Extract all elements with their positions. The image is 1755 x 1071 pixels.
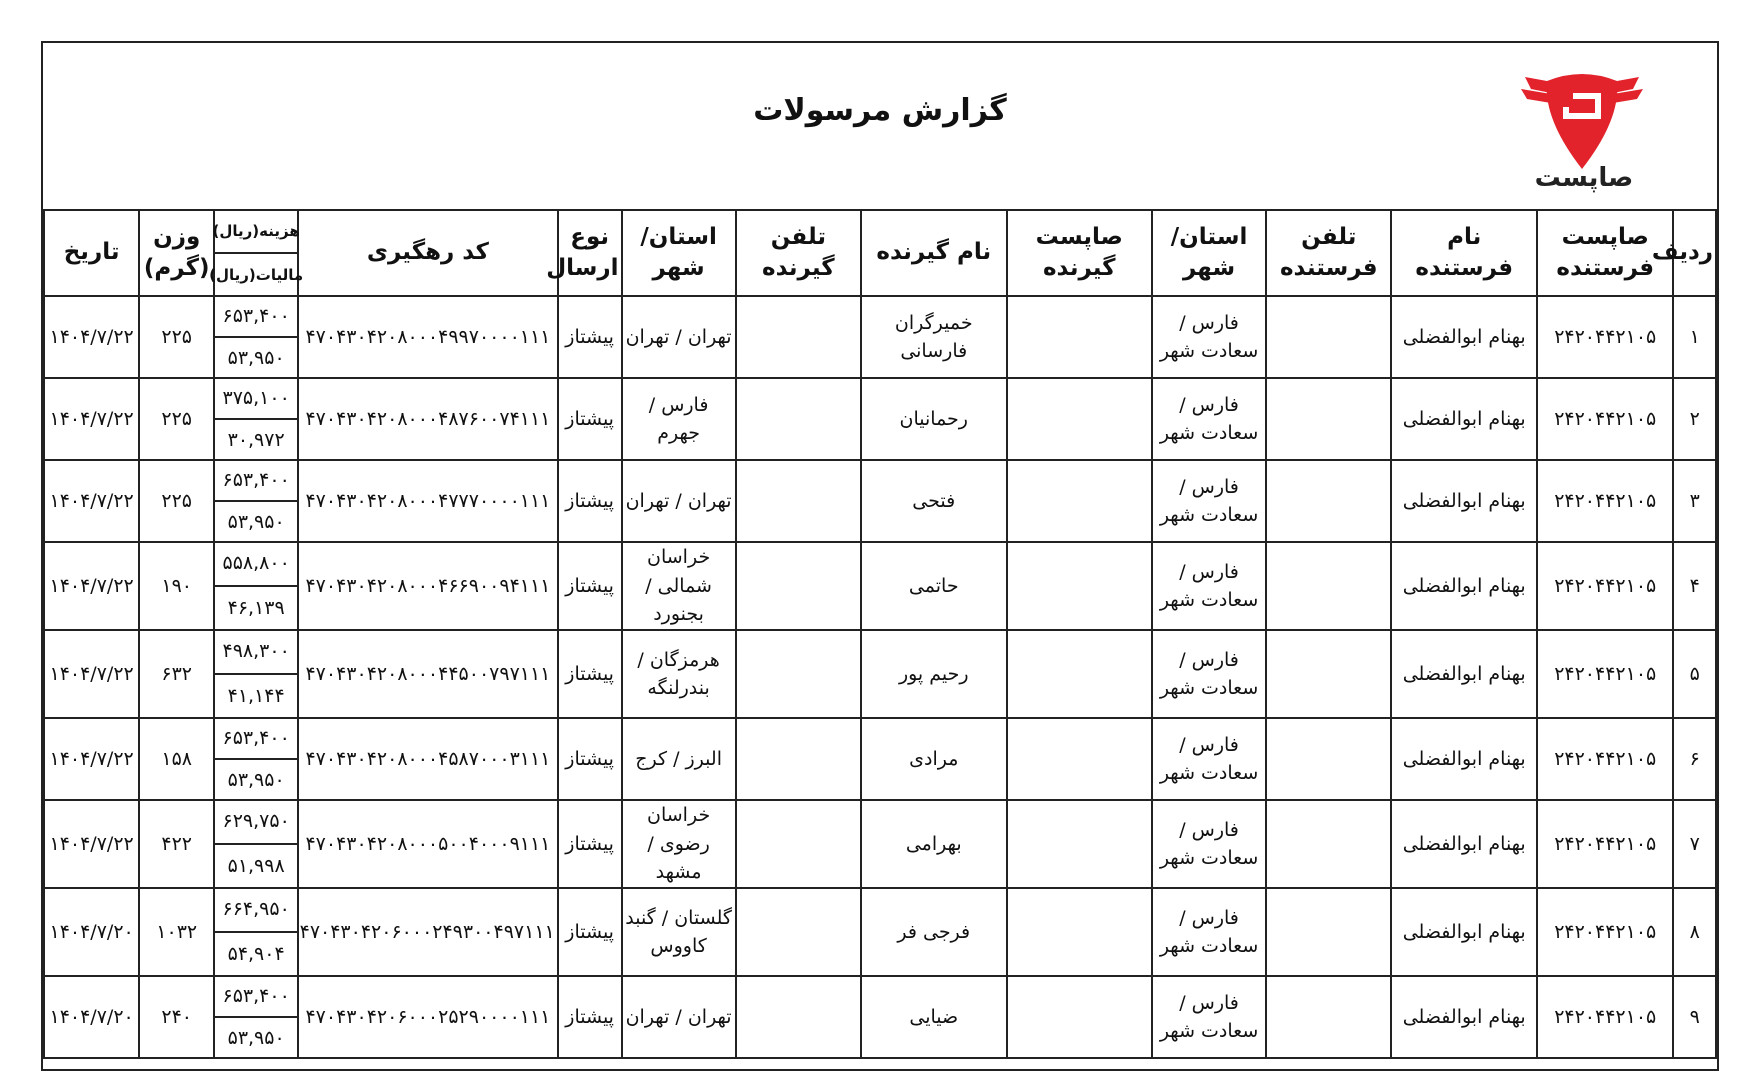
weight-cell: ۱۹۰ [139, 542, 214, 630]
col-header-cost-tax [209, 210, 304, 296]
cost-tax-cell [214, 630, 298, 718]
sender-phone-cell [1266, 296, 1391, 378]
receiver-city-cell: تهران / تهران [622, 460, 736, 542]
cost-tax-cell [214, 378, 298, 460]
receiver-name-cell: ضیایی [861, 976, 1006, 1058]
send-type-cell: پیشتاز [558, 378, 622, 460]
receiver-name-cell: حاتمی [861, 542, 1006, 630]
sender-name-cell: بهنام ابوالفضلی [1391, 460, 1536, 542]
weight-cell: ۶۳۲ [139, 630, 214, 718]
receiver-phone-cell [736, 296, 861, 378]
send-type-cell: پیشتاز [558, 542, 622, 630]
receiver-name-cell: رحیم پور [861, 630, 1006, 718]
sender-phone-cell [1266, 378, 1391, 460]
weight-cell: ۲۲۵ [139, 296, 214, 378]
sender-city-cell: فارس / سعادت شهر [1152, 888, 1266, 976]
cost-value: ۶۲۹,۷۵۰ [215, 800, 297, 845]
col-header-row-no: ردیف [1673, 210, 1716, 296]
col-header-sender-phone: تلفن فرستنده [1266, 210, 1391, 296]
receiver-city-cell: فارس / جهرم [622, 378, 736, 460]
cost-tax-cell [214, 800, 298, 888]
receiver-code-cell [1007, 718, 1152, 800]
row-number-cell: ۱ [1673, 296, 1716, 378]
tracking-code-cell: ۴۷۰۴۳۰۴۲۰۸۰۰۰۴۴۵۰۰۷۹۷۱۱۱ [298, 630, 558, 718]
tax-value: ۵۳,۹۵۰ [227, 510, 285, 533]
sender-name-cell: بهنام ابوالفضلی [1391, 718, 1536, 800]
row-number-cell: ۵ [1673, 630, 1716, 718]
date-cell: ۱۴۰۴/۷/۲۲ [44, 800, 139, 888]
sender-code-cell: ۲۴۲۰۴۴۲۱۰۵ [1537, 460, 1674, 542]
date-cell: ۱۴۰۴/۷/۲۲ [44, 460, 139, 542]
row-number-cell: ۲ [1673, 378, 1716, 460]
sender-name-cell: بهنام ابوالفضلی [1391, 630, 1536, 718]
sender-phone-cell [1266, 718, 1391, 800]
sender-name-cell: بهنام ابوالفضلی [1391, 800, 1536, 888]
cost-tax-cell [214, 718, 298, 800]
cost-value: ۶۵۳,۴۰۰ [215, 976, 297, 1018]
row-number-cell: ۴ [1673, 542, 1716, 630]
cost-value: ۶۶۴,۹۵۰ [215, 888, 297, 933]
report-sheet [41, 41, 1719, 1071]
table-row [44, 460, 1716, 542]
col-header-send-type: نوع ارسال [558, 210, 622, 296]
sender-phone-cell [1266, 976, 1391, 1058]
date-cell: ۱۴۰۴/۷/۲۲ [44, 378, 139, 460]
tracking-code-cell: ۴۷۰۴۳۰۴۲۰۸۰۰۰۴۶۶۹۰۰۹۴۱۱۱ [298, 542, 558, 630]
row-number-cell: ۳ [1673, 460, 1716, 542]
tracking-code-cell: ۴۷۰۴۳۰۴۲۰۶۰۰۰۲۴۹۳۰۰۴۹۷۱۱۱ [298, 888, 558, 976]
col-header-receiver-city: استان/ شهر [622, 210, 736, 296]
tracking-code-cell: ۴۷۰۴۳۰۴۲۰۸۰۰۰۴۷۷۷۰۰۰۰۱۱۱ [298, 460, 558, 542]
tax-value: ۵۳,۹۵۰ [227, 1026, 285, 1049]
col-header-receiver-code: صاپست گیرنده [1007, 210, 1152, 296]
col-header-sender-code: صاپست فرستنده [1537, 210, 1674, 296]
sender-city-cell: فارس / سعادت شهر [1152, 296, 1266, 378]
table-row [44, 542, 1716, 630]
tracking-code-cell: ۴۷۰۴۳۰۴۲۰۸۰۰۰۵۰۰۴۰۰۰۹۱۱۱ [298, 800, 558, 888]
col-header-date: تاریخ [44, 210, 139, 296]
cost-tax-cell [214, 888, 298, 976]
cost-value: ۵۵۸,۸۰۰ [215, 542, 297, 587]
sender-city-cell: فارس / سعادت شهر [1152, 976, 1266, 1058]
receiver-code-cell [1007, 888, 1152, 976]
col-header-sender-city: استان/ شهر [1152, 210, 1266, 296]
send-type-cell: پیشتاز [558, 800, 622, 888]
col-header-receiver-phone: تلفن گیرنده [736, 210, 861, 296]
sender-phone-cell [1266, 542, 1391, 630]
receiver-name-cell: خمیرگران فارسانی [861, 296, 1006, 378]
cost-value: ۳۷۵,۱۰۰ [215, 378, 297, 420]
shipments-table [43, 209, 1717, 1059]
date-cell: ۱۴۰۴/۷/۲۲ [44, 296, 139, 378]
table-row [44, 630, 1716, 718]
cost-value: ۴۹۸,۳۰۰ [215, 630, 297, 675]
tracking-code-cell: ۴۷۰۴۳۰۴۲۰۸۰۰۰۴۹۹۷۰۰۰۰۱۱۱ [298, 296, 558, 378]
sender-city-cell: فارس / سعادت شهر [1152, 460, 1266, 542]
sender-code-cell: ۲۴۲۰۴۴۲۱۰۵ [1537, 976, 1674, 1058]
send-type-cell: پیشتاز [558, 630, 622, 718]
send-type-cell: پیشتاز [558, 718, 622, 800]
receiver-code-cell [1007, 378, 1152, 460]
sender-code-cell: ۲۴۲۰۴۴۲۱۰۵ [1537, 630, 1674, 718]
report-header [43, 43, 1717, 211]
cost-value: ۶۵۳,۴۰۰ [215, 718, 297, 760]
sender-city-cell: فارس / سعادت شهر [1152, 800, 1266, 888]
weight-cell: ۱۵۸ [139, 718, 214, 800]
table-row [44, 976, 1716, 1058]
tracking-code-cell: ۴۷۰۴۳۰۴۲۰۸۰۰۰۴۸۷۶۰۰۷۴۱۱۱ [298, 378, 558, 460]
receiver-name-cell: فتحی [861, 460, 1006, 542]
receiver-phone-cell [736, 460, 861, 542]
table-row [44, 888, 1716, 976]
sender-city-cell: فارس / سعادت شهر [1152, 630, 1266, 718]
table-row [44, 378, 1716, 460]
receiver-code-cell [1007, 630, 1152, 718]
receiver-phone-cell [736, 888, 861, 976]
sender-name-cell: بهنام ابوالفضلی [1391, 888, 1536, 976]
tax-value: ۵۳,۹۵۰ [227, 346, 285, 369]
date-cell: ۱۴۰۴/۷/۲۰ [44, 888, 139, 976]
receiver-name-cell: بهرامی [861, 800, 1006, 888]
weight-cell: ۲۲۵ [139, 378, 214, 460]
sender-phone-cell [1266, 888, 1391, 976]
receiver-phone-cell [736, 378, 861, 460]
tax-value: ۵۳,۹۵۰ [227, 768, 285, 791]
date-cell: ۱۴۰۴/۷/۲۲ [44, 542, 139, 630]
sender-phone-cell [1266, 800, 1391, 888]
table-row [44, 800, 1716, 888]
row-number-cell: ۹ [1673, 976, 1716, 1058]
weight-cell: ۱۰۳۲ [139, 888, 214, 976]
receiver-city-cell: هرمزگان / بندرلنگه [622, 630, 736, 718]
sender-name-cell: بهنام ابوالفضلی [1391, 976, 1536, 1058]
receiver-phone-cell [736, 800, 861, 888]
tax-value: ۳۰,۹۷۲ [227, 428, 285, 451]
date-cell: ۱۴۰۴/۷/۲۰ [44, 976, 139, 1058]
date-cell: ۱۴۰۴/۷/۲۲ [44, 718, 139, 800]
receiver-code-cell [1007, 800, 1152, 888]
receiver-city-cell: گلستان / گنبد کاووس [622, 888, 736, 976]
cost-tax-cell [214, 976, 298, 1058]
report-title: گزارش مرسولات [753, 93, 1007, 128]
cost-value: ۶۵۳,۴۰۰ [215, 460, 297, 502]
sender-city-cell: فارس / سعادت شهر [1152, 378, 1266, 460]
weight-cell: ۲۲۵ [139, 460, 214, 542]
logo-text: صاپست [1534, 163, 1634, 193]
col-header-tracking-code: کد رهگیری [298, 210, 558, 296]
sender-code-cell: ۲۴۲۰۴۴۲۱۰۵ [1537, 296, 1674, 378]
receiver-city-cell: خراسان شمالی / بجنورد [622, 542, 736, 630]
sender-city-cell: فارس / سعادت شهر [1152, 718, 1266, 800]
send-type-cell: پیشتاز [558, 296, 622, 378]
table-row [44, 718, 1716, 800]
cost-value: ۶۵۳,۴۰۰ [215, 296, 297, 338]
send-type-cell: پیشتاز [558, 888, 622, 976]
sender-name-cell: بهنام ابوالفضلی [1391, 542, 1536, 630]
row-number-cell: ۸ [1673, 888, 1716, 976]
cost-tax-cell [214, 460, 298, 542]
tax-value: ۵۴,۹۰۴ [227, 943, 285, 966]
sender-code-cell: ۲۴۲۰۴۴۲۱۰۵ [1537, 800, 1674, 888]
receiver-code-cell [1007, 976, 1152, 1058]
sender-code-cell: ۲۴۲۰۴۴۲۱۰۵ [1537, 542, 1674, 630]
cost-tax-cell [214, 296, 298, 378]
receiver-code-cell [1007, 296, 1152, 378]
table-header-row [44, 210, 1716, 296]
receiver-code-cell [1007, 542, 1152, 630]
col-header-cost: هزینه(ریال) [215, 210, 297, 254]
table-body [44, 296, 1716, 1058]
receiver-name-cell: فرجی فر [861, 888, 1006, 976]
col-header-tax: مالیات(ریال) [209, 265, 304, 284]
receiver-name-cell: رحمانیان [861, 378, 1006, 460]
receiver-phone-cell [736, 976, 861, 1058]
weight-cell: ۴۲۲ [139, 800, 214, 888]
tax-value: ۵۱,۹۹۸ [227, 855, 285, 878]
weight-cell: ۲۴۰ [139, 976, 214, 1058]
sender-city-cell: فارس / سعادت شهر [1152, 542, 1266, 630]
receiver-city-cell: تهران / تهران [622, 296, 736, 378]
tax-value: ۴۶,۱۳۹ [227, 597, 285, 620]
tax-value: ۴۱,۱۴۴ [227, 685, 285, 708]
tracking-code-cell: ۴۷۰۴۳۰۴۲۰۸۰۰۰۴۵۸۷۰۰۰۳۱۱۱ [298, 718, 558, 800]
row-number-cell: ۷ [1673, 800, 1716, 888]
send-type-cell: پیشتاز [558, 976, 622, 1058]
receiver-phone-cell [736, 542, 861, 630]
sender-phone-cell [1266, 460, 1391, 542]
receiver-city-cell: البرز / کرج [622, 718, 736, 800]
receiver-name-cell: مرادی [861, 718, 1006, 800]
date-cell: ۱۴۰۴/۷/۲۲ [44, 630, 139, 718]
receiver-code-cell [1007, 460, 1152, 542]
send-type-cell: پیشتاز [558, 460, 622, 542]
table-row [44, 296, 1716, 378]
row-number-cell: ۶ [1673, 718, 1716, 800]
cost-tax-cell [214, 542, 298, 630]
sender-phone-cell [1266, 630, 1391, 718]
tracking-code-cell: ۴۷۰۴۳۰۴۲۰۶۰۰۰۲۵۲۹۰۰۰۰۱۱۱ [298, 976, 558, 1058]
sender-code-cell: ۲۴۲۰۴۴۲۱۰۵ [1537, 888, 1674, 976]
receiver-phone-cell [736, 718, 861, 800]
sender-name-cell: بهنام ابوالفضلی [1391, 378, 1536, 460]
sender-code-cell: ۲۴۲۰۴۴۲۱۰۵ [1537, 718, 1674, 800]
receiver-city-cell: خراسان رضوی / مشهد [622, 800, 736, 888]
col-header-sender-name: نام فرستنده [1391, 210, 1536, 296]
sender-name-cell: بهنام ابوالفضلی [1391, 296, 1536, 378]
sender-code-cell: ۲۴۲۰۴۴۲۱۰۵ [1537, 378, 1674, 460]
col-header-weight: وزن (گرم) [139, 210, 214, 296]
receiver-phone-cell [736, 630, 861, 718]
col-header-receiver-name: نام گیرنده [861, 210, 1006, 296]
receiver-city-cell: تهران / تهران [622, 976, 736, 1058]
